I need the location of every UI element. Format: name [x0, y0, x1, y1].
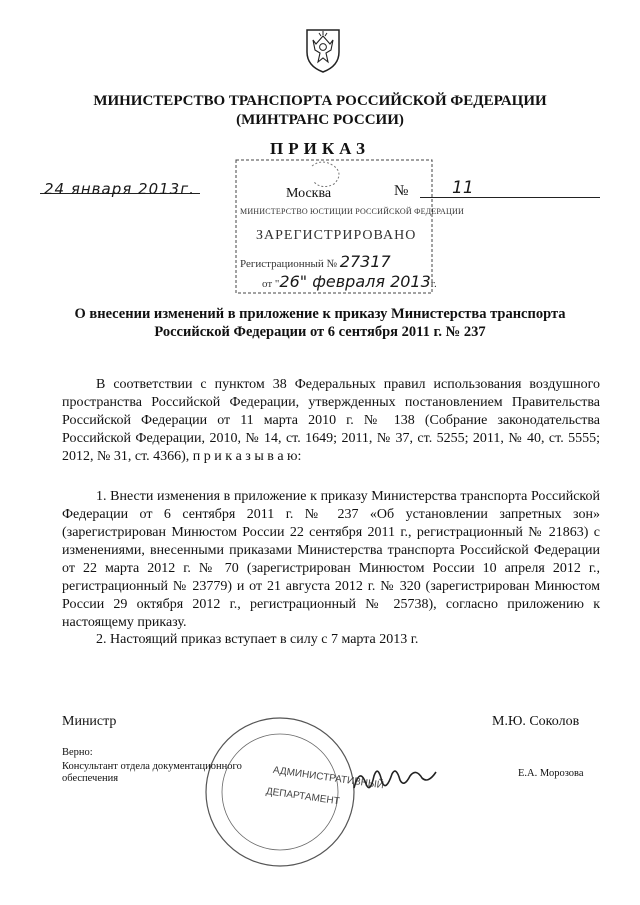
number-underline [420, 197, 600, 198]
stamp-organization: МИНИСТЕРСТВО ЮСТИЦИИ РОССИЙСКОЙ ФЕДЕРАЦИИ [240, 207, 464, 216]
subject-line-2: Российской Федерации от 6 сентября 2011 г. № 237 [154, 324, 486, 340]
department-round-stamp [200, 712, 385, 872]
ministry-name: МИНИСТЕРСТВО ТРАНСПОРТА РОССИЙСКОЙ ФЕДЕРАЦИИ [93, 93, 547, 109]
stamp-date-prefix: от " [262, 278, 280, 290]
item-1-text: 1. Внести изменения в приложение к приказу Министерства транспорта Российской Федерации от 6 сентября 2011 г. № 237 «Об установлении запретных зон» (зарегистрирован Минюстом России 22 сентября 2011 г., регистрационный № 21863) с изменениями, внесенными приказами Министерства транспорта Российской Федерации от 22 марта 2012 г. № 70 (зарегистрирован Минюстом России 10 апреля 2012 г., регистрационный № 23779) и от 21 августа 2012 г. № 320 (зарегистрирован Минюстом России 29 октября 2012 г., регистрационный № 25738), согласно приложению к настоящему приказу. [62, 489, 600, 630]
number-label: № [394, 183, 409, 199]
stamp-registration-number-row [240, 252, 391, 271]
certifier-role-line-1: Консультант отдела документационного [62, 761, 242, 772]
stamp-reg-number: 27317 [339, 252, 391, 271]
item-1-paragraph [62, 488, 600, 632]
stamp-dept-text-1: АДМИНИСТРАТИВНЫЙ [272, 764, 385, 792]
coat-of-arms-emblem [303, 22, 343, 74]
ministry-short-name: (МИНТРАНС РОССИИ) [236, 112, 404, 128]
signatory-name: М.Ю. Соколов [492, 714, 580, 729]
document-type-title: ПРИКАЗ [270, 139, 370, 158]
city-label: Москва [286, 186, 332, 201]
stamp-date-value: 26" февраля 2013 [279, 272, 431, 291]
item-2-paragraph [62, 631, 600, 649]
stamp-dept-text-2: ДЕПАРТАМЕНТ [265, 786, 341, 808]
preamble-paragraph [62, 376, 600, 466]
preamble-text: В соответствии с пунктом 38 Федеральных правил использования воздушного пространства Российской Федерации, утвержденных постановлением Правительства Российской Федерации от 11 марта 2010 г. № 138 (Собрание законодательства Российской Федерации, 2010, № 14, ст. 1649; 2011, № 37, ст. 5255; 2011, № 40, ст. 5555; 2012, № 31, ст. 4366), п р и к а з ы в а ю: [62, 377, 600, 464]
handwritten-date: 24 января 2013г. [44, 180, 195, 198]
subject-line-1: О внесении изменений в приложение к приказу Министерства транспорта [74, 306, 566, 322]
handwritten-number: 11 [452, 178, 474, 198]
certifier-role-line-2: обеспечения [62, 773, 119, 784]
stamp-date-suffix: г. [430, 278, 437, 290]
order-subject [0, 305, 640, 341]
certifier-name: Е.А. Морозова [518, 768, 584, 779]
certification-verno: Верно: [62, 747, 93, 758]
signatory-position: Министр [62, 714, 117, 729]
item-2-text: 2. Настоящий приказ вступает в силу с 7 марта 2013 г. [96, 632, 419, 647]
handwritten-signature [350, 758, 440, 798]
stamp-reg-label: Регистрационный № [240, 258, 338, 270]
stamp-status: ЗАРЕГИСТРИРОВАНО [256, 228, 417, 243]
stamp-date-row [262, 272, 437, 291]
